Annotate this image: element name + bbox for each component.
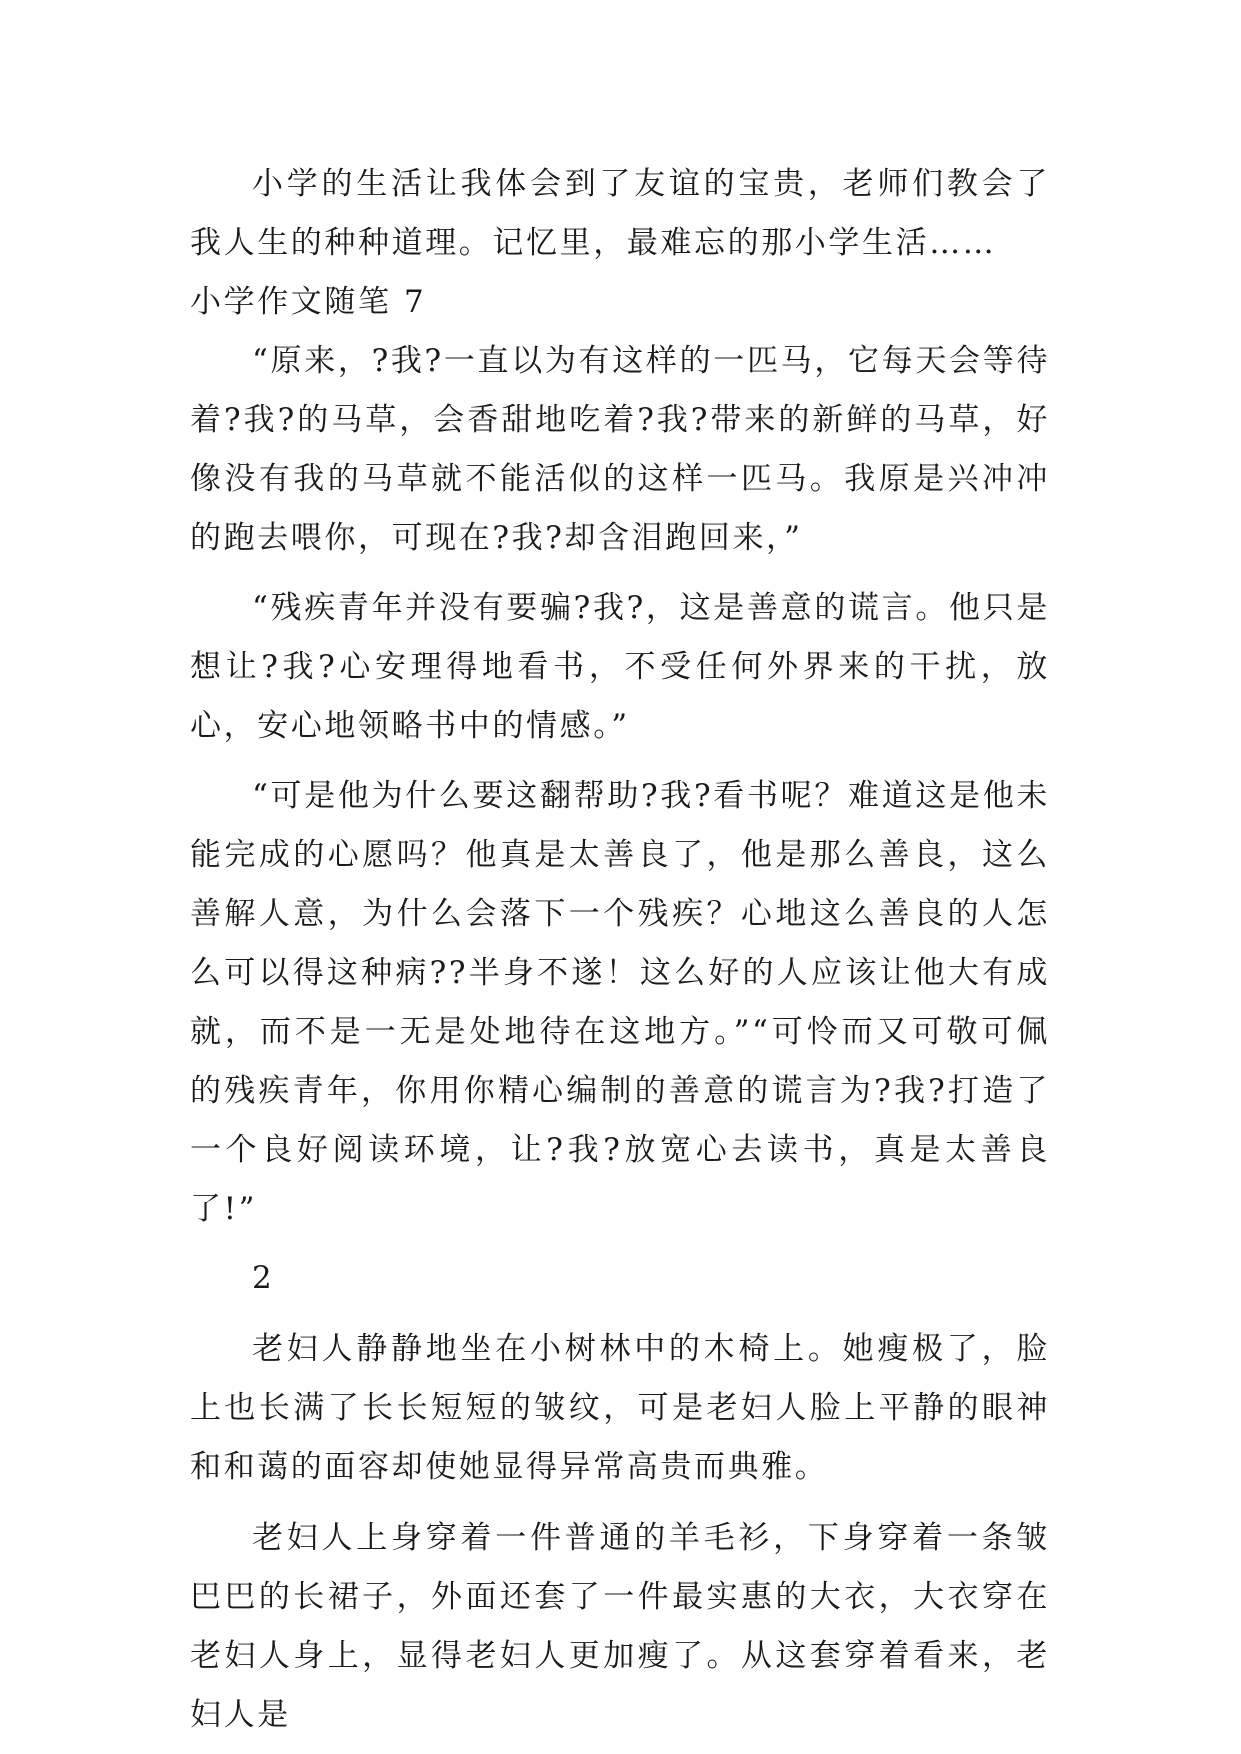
paragraph-old-woman-2: 老妇人上身穿着一件普通的羊毛衫，下身穿着一条皱巴巴的长裙子，外面还套了一件最实惠的大衣，大衣穿在老妇人身上，显得老妇人更加瘦了。从这套穿着看来，老妇人是 <box>190 1520 1050 1733</box>
page-number: 2 <box>252 1260 275 1296</box>
paragraph-quote-3: “可是他为什么要这翻帮助?我?看书呢？难道这是他未能完成的心愿吗？他真是太善良了，他是那么善良，这么善解人意，为什么会落下一个残疾？心地这么善良的人怎么可以得这种病??半身不遂！这么好的人应该让他大有成就，而不是一无是处地待在这地方。”“可怜而又可敬可佩的残疾青年，你用你精心编制的善意的谎言为?我?打造了一个良好阅读环境，让?我?放宽心去读书，真是太善良了!” <box>190 778 1050 1227</box>
document-body <box>190 155 1050 1745</box>
paragraph-quote-1: “原来，?我?一直以为有这样的一匹马，它每天会等待着?我?的马草，会香甜地吃着?我?带来的新鲜的马草，好像没有我的马草就不能活似的这样一匹马。我原是兴冲冲的跑去喂你，可现在?我?却含泪跑回来，” <box>190 343 1050 556</box>
paragraph-quote-2: “残疾青年并没有要骗?我?，这是善意的谎言。他只是想让?我?心安理得地看书，不受任何外界来的干扰，放心，安心地领略书中的情感。” <box>190 590 1050 744</box>
paragraph-old-woman-1: 老妇人静静地坐在小树林中的木椅上。她瘦极了，脸上也长满了长长短短的皱纹，可是老妇人脸上平静的眼神和和蔼的面容却使她显得异常高贵而典雅。 <box>190 1331 1050 1485</box>
paragraph-intro: 小学的生活让我体会到了友谊的宝贵，老师们教会了我人生的种种道理。记忆里，最难忘的那小学生活…… <box>190 166 1050 261</box>
section-title: 小学作文随笔 7 <box>190 284 427 320</box>
